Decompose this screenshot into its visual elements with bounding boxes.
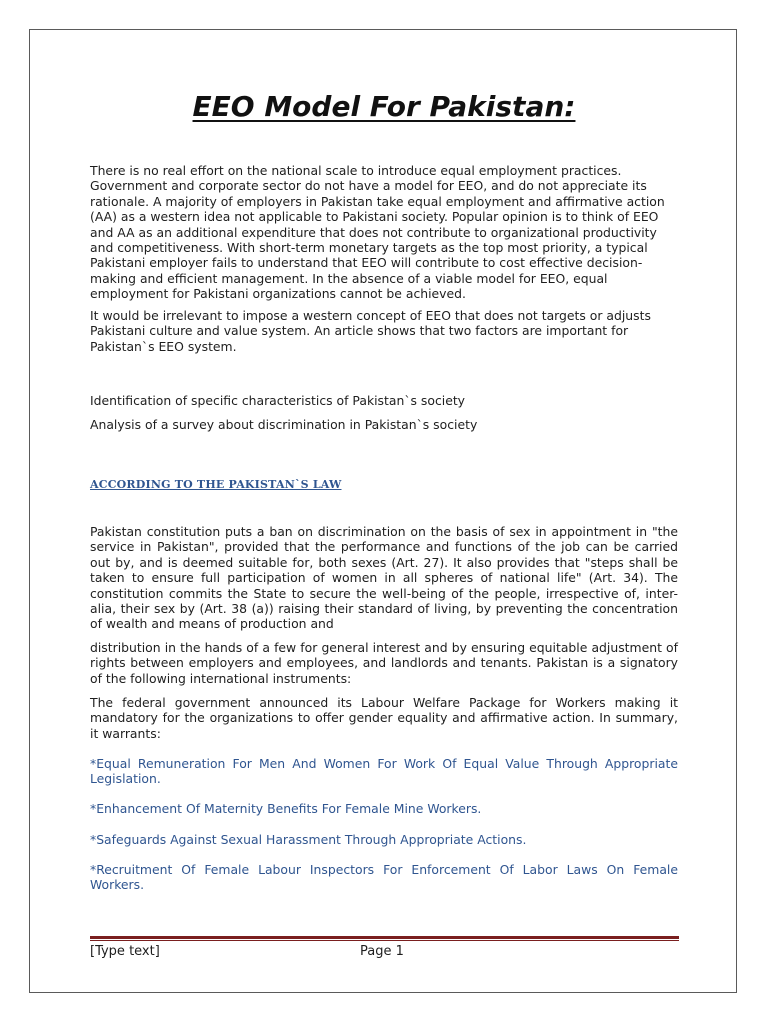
warrant-item-2: *Enhancement Of Maternity Benefits For Female Mine Workers.: [90, 801, 482, 816]
warrant-item-1: *Equal Remuneration For Men And Women For Work Of Equal Value Through Appropriate Legislation.: [90, 756, 678, 787]
footer-placeholder-text: [Type text]: [90, 944, 160, 959]
factor-item-2: Analysis of a survey about discrimination in Pakistan`s society: [90, 417, 478, 432]
document-title: EEO Model For Pakistan:: [192, 90, 576, 123]
warrant-item-3: *Safeguards Against Sexual Harassment Through Appropriate Actions.: [90, 832, 527, 847]
factor-item-1: Identification of specific characteristics of Pakistan`s society: [90, 393, 466, 408]
federal-paragraph: The federal government announced its Labour Welfare Package for Workers making it mandatory for the organizations to offer gender equality and affirmative action. In summary, it warrants:: [90, 695, 678, 741]
intro-paragraph: There is no real effort on the national scale to introduce equal employment practices. Government and corporate sector do not have a model for EEO, and do not appreciate its rationale. A majority of employers in Pakistan take equal employment and affirmative action (AA) as a western idea not applicable to Pakistani society. Popular opinion is to think of EEO and AA as an additional expenditure that does not contribute to organizational productivity and competitiveness. With short-term monetary targets as the top most priority, a typical Pakistani employer fails to understand that EEO will contribute to cost effective decision-making and efficient management. In the absence of a viable model for EEO, equal employment for Pakistani organizations cannot be achieved.: [90, 163, 665, 302]
second-paragraph: It would be irrelevant to impose a western concept of EEO that does not targets or adjusts Pakistani culture and value system. An article shows that two factors are important for Pakistan`s EEO system.: [90, 308, 651, 354]
constitution-paragraph: Pakistan constitution puts a ban on discrimination on the basis of sex in appointment in "the service in Pakistan", provided that the performance and functions of the job can be carried out by, and is deemed suitable for, both sexes (Art. 27). It also provides that "steps shall be taken to ensure full participation of women in all spheres of national life" (Art. 34). The constitution commits the State to secure the well-being of the people, irrespective of, inter-alia, their sex by (Art. 38 (a)) raising their standard of living, by preventing the concentration of wealth and means of production and: [90, 524, 678, 632]
distribution-paragraph: distribution in the hands of a few for general interest and by ensuring equitable adjustment of rights between employers and employees, and landlords and tenants. Pakistan is a signatory of the following international instruments:: [90, 640, 678, 686]
footer-page-number: Page 1: [360, 944, 404, 959]
footer-rule-thick: [90, 936, 679, 939]
law-section-heading: ACCORDING TO THE PAKISTAN`S LAW: [90, 478, 342, 491]
footer-rule-thin: [90, 940, 679, 941]
warrant-item-4: *Recruitment Of Female Labour Inspectors For Enforcement Of Labor Laws On Female Workers.: [90, 862, 678, 893]
